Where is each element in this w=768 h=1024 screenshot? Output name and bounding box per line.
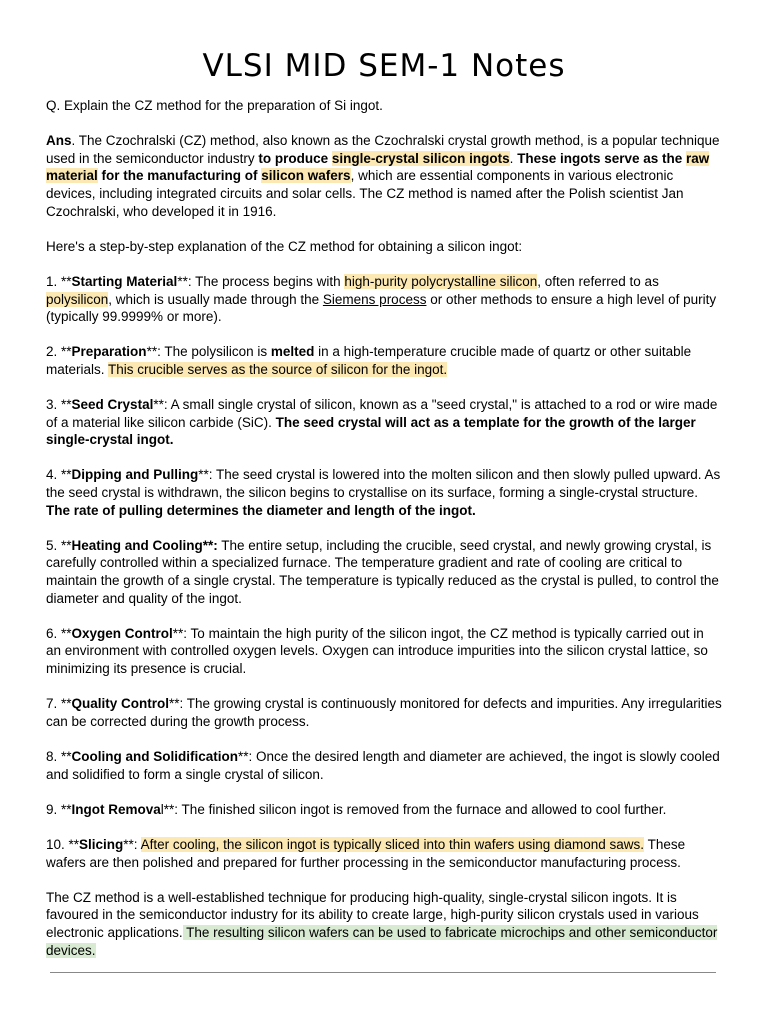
step-10 (46, 836, 722, 871)
step-title: Cooling and Solidification (71, 748, 239, 764)
highlight-yellow: This crucible serves as the source of silicon for the ingot. (108, 361, 448, 377)
highlight-yellow: After cooling, the silicon ingot is typically sliced into thin wafers using diamond saws. (140, 836, 645, 852)
text-run: in a high-temperature crucible made of quartz or other suitable materials. (46, 344, 692, 377)
text-run: , which are essential components in various electronic devices, including integrated circuits and solar cells. The CZ method is named after the Polish scientist Jan Czochralski, who developed it in 1916. (46, 168, 684, 219)
step-number: 2. ** (46, 344, 72, 360)
highlight-yellow: raw material (46, 150, 710, 184)
step-3 (46, 396, 722, 449)
step-7 (46, 695, 722, 730)
text-run: , often referred to as (537, 273, 659, 289)
step-number: 4. ** (46, 467, 72, 483)
text-run: The CZ method is a well-established technique for producing high-quality, single-crystal silicon ingots. It is favoured in the semiconductor industry for its ability to create large, high-purity silicon crystals used in various electronic applications. (46, 889, 699, 940)
text-run: The entire setup, including the crucible, seed crystal, and newly growing crystal, is carefully controlled within a specialized furnace. The temperature gradient and rate of cooling are critical to maintain the growth of a single crystal. The temperature is typically reduced as the crystal is pulled, to control the diameter and quality of the ingot. (46, 537, 719, 606)
bold-run: for the manufacturing of (97, 168, 262, 184)
step-2 (46, 343, 722, 378)
answer-paragraph (46, 132, 722, 220)
bold-run: The rate of pulling determines the diameter and length of the ingot. (46, 502, 476, 518)
page-title: VLSI MID SEM-1 Notes (202, 48, 566, 84)
bold-run: The seed crystal will act as a template for the growth of the larger single-crystal ingot. (46, 414, 696, 448)
text-run: . (509, 150, 518, 166)
answer-label: Ans (46, 133, 72, 149)
step-4 (46, 466, 722, 519)
text-run: **: The polysilicon is (146, 344, 271, 360)
text-run: , which is usually made through the (108, 291, 323, 307)
text-run: or other methods to ensure a high level of purity (typically 99.9999% or more). (46, 291, 717, 325)
text-run: **: (123, 836, 141, 852)
step-number: 3. ** (46, 397, 72, 413)
text-run: l**: The finished silicon ingot is removed from the furnace and allowed to cool further. (160, 801, 667, 817)
text-run: **: The process begins with (177, 273, 345, 289)
step-title: Starting Material (71, 273, 178, 289)
step-number: 6. ** (46, 625, 72, 641)
highlight-yellow: single-crystal silicon ingots (331, 150, 510, 166)
step-number: 9. ** (46, 801, 72, 817)
question-paragraph: Q. Explain the CZ method for the preparation of Si ingot. (46, 98, 383, 113)
text-run: . The Czochralski (CZ) method, also known as the Czochralski crystal growth method, is a popular technique used in the semiconductor industry (46, 133, 720, 166)
step-number: 1. ** (46, 273, 72, 289)
step-number: 10. ** (46, 836, 80, 852)
step-title: Seed Crystal (71, 397, 154, 413)
highlight-yellow: silicon wafers (261, 168, 351, 184)
step-8 (46, 748, 722, 783)
step-title: Quality Control (71, 696, 170, 712)
step-title: Preparation (71, 344, 147, 360)
step-title: Dipping and Pulling (71, 467, 199, 483)
bold-run: melted (270, 344, 315, 360)
step-number: 7. ** (46, 696, 72, 712)
text-run: **: A small single crystal of silicon, known as a "seed crystal," is attached to a rod or wire made of a material like silicon carbide (SiC). (46, 397, 718, 430)
step-number: 8. ** (46, 748, 72, 764)
horizontal-rule (50, 972, 716, 973)
step-title: Slicing (79, 836, 124, 852)
conclusion-paragraph (46, 889, 722, 959)
highlight-green: The resulting silicon wafers can be used to fabricate microchips and other semiconductor devices. (46, 924, 718, 958)
underlined-text: Siemens process (322, 291, 427, 307)
step-title: Heating and Cooling**: (71, 537, 218, 553)
step-6 (46, 625, 722, 678)
highlight-yellow: high-purity polycrystalline silicon (344, 273, 538, 289)
bold-run: to produce (258, 150, 332, 166)
document-body (46, 97, 722, 977)
step-9 (46, 801, 722, 819)
intro-paragraph: Here's a step-by-step explanation of the CZ method for obtaining a silicon ingot: (46, 238, 523, 254)
step-1 (46, 273, 722, 326)
text-run: **: Once the desired length and diameter are achieved, the ingot is slowly cooled and solidified to form a single crystal of silicon. (46, 748, 720, 782)
step-number: 5. ** (46, 537, 72, 553)
highlight-yellow: polysilicon (46, 291, 109, 307)
step-title: Oxygen Control (71, 625, 173, 641)
text-run: These wafers are then polished and prepared for further processing in the semiconductor manufacturing process. (46, 836, 686, 870)
text-run: **: To maintain the high purity of the silicon ingot, the CZ method is typically carried out in an environment with controlled oxygen levels. Oxygen can introduce impurities into the silicon crystal lattice, so minimizing its presence is crucial. (46, 625, 708, 676)
step-5 (46, 537, 722, 607)
step-title: Ingot Remova (71, 801, 161, 817)
text-run: **: The growing crystal is continuously monitored for defects and impurities. Any irregularities can be corrected during the growth process. (46, 696, 722, 729)
text-run: **: The seed crystal is lowered into the molten silicon and then slowly pulled upward. As the seed crystal is withdrawn, the silicon begins to crystallise on its surface, forming a single-crystal structure. (46, 467, 721, 501)
bold-run: These ingots serve as the (517, 150, 687, 166)
